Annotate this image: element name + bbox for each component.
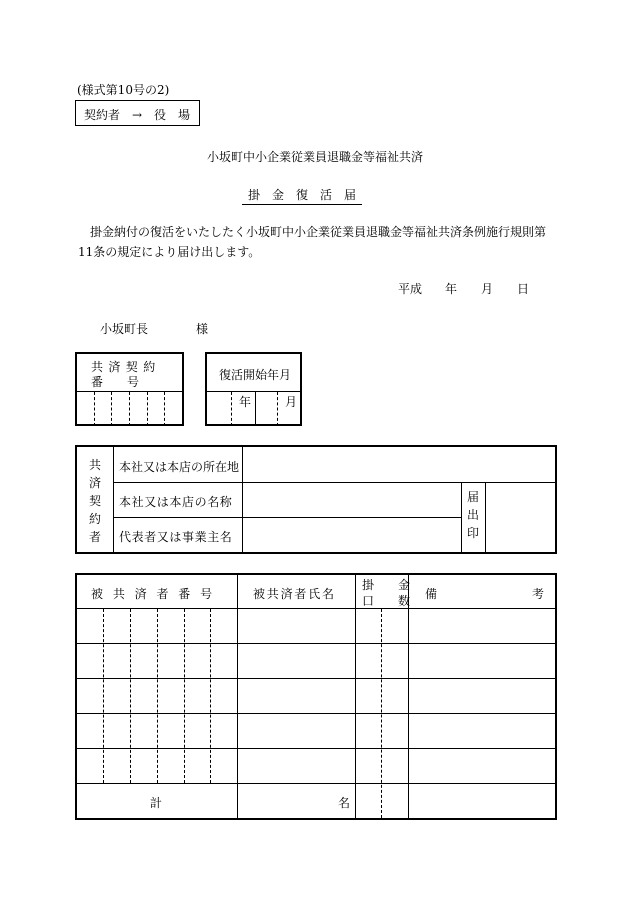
contract-number-label-2: 番 号: [91, 375, 140, 389]
date-month: 月: [481, 282, 494, 296]
header-insured-number: 被 共 済 者 番 号: [91, 587, 216, 601]
insured-table: [75, 573, 557, 820]
contractor-side-label: 共 済 契 約 者: [88, 458, 101, 544]
resume-box: [205, 352, 302, 426]
seal-label: 届 出 印: [466, 490, 479, 540]
table-row: [77, 644, 555, 678]
date-year: 年: [445, 282, 458, 296]
contractor-row-address: 本社又は本店の所在地: [119, 460, 240, 474]
header-units-top: 掛 金: [362, 578, 411, 592]
resume-year: 年: [239, 395, 252, 409]
total-name-unit: 名: [338, 796, 351, 810]
table-row: [77, 679, 555, 713]
contractor-box: [75, 445, 557, 554]
addressee-honorific: 様: [196, 322, 209, 336]
intro-text: 掛金納付の復活をいたしたく小坂町中小企業従業員退職金等福祉共済条例施行規則第11条の規定により届け出します。: [78, 225, 547, 259]
resume-label: 復活開始年月: [219, 368, 292, 382]
addressee-name: 小坂町長: [100, 322, 149, 336]
header-remarks-left: 備: [425, 587, 438, 601]
header-remarks-right: 考: [532, 587, 545, 601]
org-title: 小坂町中小企業従業員退職金等福祉共済: [207, 150, 424, 164]
total-label: 計: [150, 796, 163, 810]
form-number: (様式第10号の2): [77, 83, 170, 97]
header-units-bottom: 口 数: [362, 594, 411, 608]
resume-month: 月: [285, 395, 298, 409]
contract-number-box: [75, 352, 184, 426]
contractor-row-name: 本社又は本店の名称: [119, 495, 233, 509]
table-row: [77, 749, 555, 783]
date-era: 平成: [398, 282, 423, 296]
header-insured-name: 被共済者氏名: [253, 587, 336, 601]
contractor-row-representative: 代表者又は事業主名: [119, 530, 233, 544]
table-row: [77, 609, 555, 643]
route-label: 契約者 → 役 場: [84, 108, 191, 122]
contract-number-label-1: 共済契約: [91, 360, 161, 374]
table-row: [77, 714, 555, 748]
route-box: [75, 100, 200, 126]
date-day: 日: [517, 282, 530, 296]
form-title: 掛 金 復 活 届: [242, 186, 362, 205]
